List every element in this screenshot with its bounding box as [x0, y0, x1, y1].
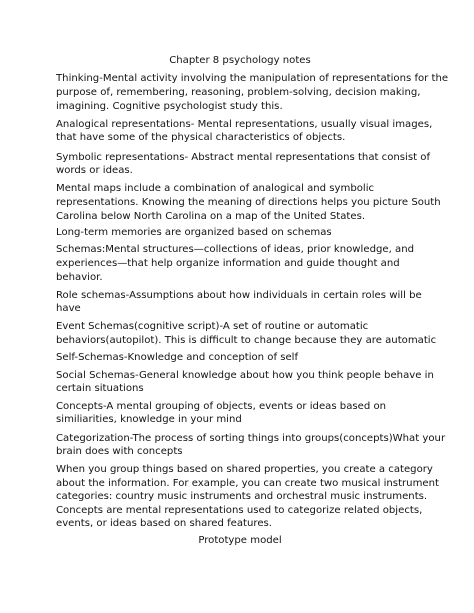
text-line: Mental maps include a combination of analogical and symbolic	[56, 183, 375, 194]
text-line: categories: country music instruments and orchestral music instruments.	[56, 491, 428, 502]
text-line: behaviors(autopilot). This is difficult to change because they are automatic	[56, 335, 437, 346]
text-line: certain situations	[56, 383, 144, 394]
text-line: representations. Knowing the meaning of directions helps you picture South	[56, 197, 441, 208]
text-line: Schemas:Mental structures—collections of ideas, prior knowledge, and	[56, 244, 415, 255]
text-line: Analogical representations- Mental representations, usually visual images,	[56, 119, 433, 130]
text-line: behavior.	[56, 272, 103, 283]
text-line: similiarities, knowledge in your mind	[56, 414, 242, 425]
text-line: imagining. Cognitive psychologist study this.	[56, 101, 283, 112]
text-line: Social Schemas-General knowledge about how you think people behave in	[56, 370, 434, 381]
text-line: Symbolic representations- Abstract mental representations that consist of	[56, 152, 431, 163]
text-line: events, or ideas based on shared features.	[56, 518, 272, 529]
text-line: When you group things based on shared properties, you create a category	[56, 464, 433, 475]
text-line: Self-Schemas-Knowledge and conception of self	[56, 352, 299, 363]
text-line: Long-term memories are organized based on schemas	[56, 227, 332, 238]
text-line: have	[56, 303, 81, 314]
text-line: purpose of, remembering, reasoning, problem-solving, decision making,	[56, 87, 421, 98]
text-line: Concepts-A mental grouping of objects, events or ideas based on	[56, 401, 387, 412]
text-line: Carolina below North Carolina on a map of the United States.	[56, 211, 366, 222]
page-title: Chapter 8 psychology notes	[169, 55, 311, 66]
text-line: about the information. For example, you can create two musical instrument	[56, 478, 439, 489]
text-line: Event Schemas(cognitive script)-A set of routine or automatic	[56, 321, 369, 332]
text-line: that have some of the physical characteristics of objects.	[56, 132, 346, 143]
text-line: Thinking-Mental activity involving the manipulation of representations for the	[56, 73, 449, 84]
text-line: Categorization-The process of sorting things into groups(concepts)What your	[56, 433, 446, 444]
text-line: words or ideas.	[56, 165, 133, 176]
text-line: Concepts are mental representations used to categorize related objects,	[56, 505, 423, 516]
text-line: experiences—that help organize information and guide thought and	[56, 258, 400, 269]
text-line: brain does with concepts	[56, 446, 183, 457]
text-line: Role schemas-Assumptions about how individuals in certain roles will be	[56, 290, 422, 301]
section-heading: Prototype model	[198, 535, 282, 546]
